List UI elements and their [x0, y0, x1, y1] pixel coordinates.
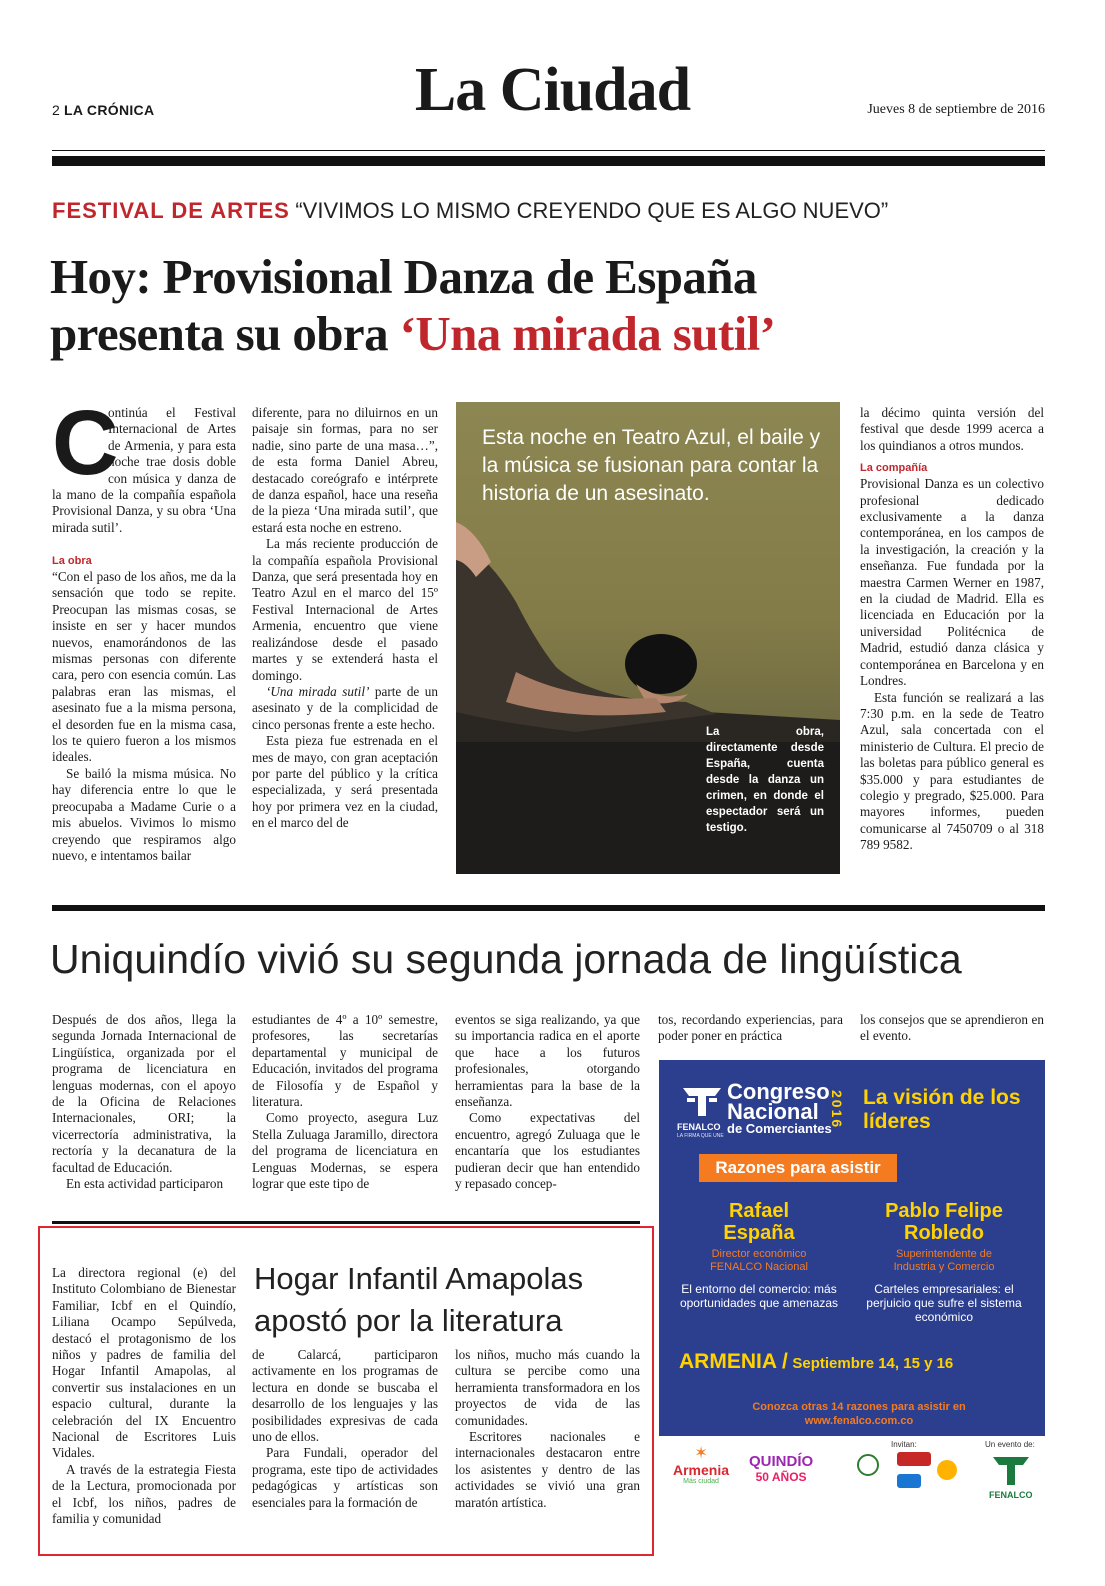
- story1-col4-p2: Provisional Danza es un colectivo profesional dedicado exclusivamente a la danza contemporánea, en los campos de la investigación, la creación y la enseñanza. Fue fundada por la maestra Carmen Werner en 1987, en la ciudad de Madrid. Ella es licenciada en Educación por la universidad Politécnica de Madrid, estudió danza clásica y contemporánea en Barcelona y en Londres.: [860, 476, 1044, 689]
- story1-col1-p2: Se bailó la misma música. No hay diferencia entre lo que le preocupaba a Madame Curie o a mis abuelos. Vivimos lo mismo creyendo que respiramos algo nuevo, e intentamos bailar: [52, 765, 236, 863]
- story1-bottom-rule: [52, 905, 1045, 911]
- story3-col1: [52, 1265, 236, 1528]
- story2-col3: [455, 1012, 640, 1192]
- fenalco-footer-logo-icon: [991, 1454, 1031, 1490]
- ad-speaker2-name: Pablo Felipe Robledo: [885, 1200, 1003, 1244]
- story3-headline-line2: apostó por la literatura: [254, 1303, 563, 1338]
- ad-speaker1-name: Rafael España: [723, 1200, 795, 1244]
- ad-invitan: Invitan:: [891, 1440, 917, 1449]
- ad-sponsors: [659, 1436, 1045, 1508]
- header-rule-thin: [52, 150, 1045, 151]
- story3-headline-line1: Hogar Infantil Amapolas: [254, 1261, 584, 1296]
- story1-headline: [50, 248, 775, 362]
- logo-armenia-sub: Más ciudad: [683, 1478, 719, 1485]
- sponsor-logo-4-icon: [937, 1460, 957, 1480]
- story1-kicker: FESTIVAL DE ARTES: [52, 198, 290, 223]
- photo-caption: La obra, directamente desde España, cuenta desde la danza un crimen, en donde el espectador será un testigo.: [706, 726, 824, 834]
- story1-kicker-line: [52, 198, 888, 224]
- armenia-logo-icon: ✶: [694, 1445, 708, 1462]
- ad-title-l3: de Comerciantes: [727, 1121, 832, 1136]
- ad-evento-de: Un evento de:: [985, 1440, 1035, 1449]
- ad-speaker1-role: Director económico FENALCO Nacional: [710, 1248, 808, 1273]
- logo-quindio-sub: 50 AÑOS: [755, 1470, 807, 1484]
- armenia-logo: [673, 1446, 729, 1485]
- sponsor-logo-3-icon: [897, 1474, 921, 1488]
- story1-photo: [456, 402, 840, 874]
- story1-col2-p1: diferente, para no diluirnos en un paisaje sin formas, para no ser nadie, sino parte de una masa…”, de esta forma Daniel Abreu, destacado coreógrafo e intérprete de danza español, hace una reseña de la pieza ‘Una mirada sutil’, que estará esta noche en estreno.: [252, 405, 438, 535]
- story3-col3-p1: los niños, mucho más cuando la cultura se percibe como una herramienta transformadora en los proyectos de vida de las comunidades.: [455, 1347, 640, 1428]
- ad-speaker1: [665, 1200, 853, 1310]
- ad-city: ARMENIA /: [679, 1350, 788, 1373]
- ad-year: 2016: [829, 1090, 845, 1130]
- story2-col1-p1: Después de dos años, llega la segunda Jornada Internacional de Lingüística, organizada por el programa de licenciatura en lenguas modernas, con el apoyo de la Oficina de Relaciones Internacionales, ORI; la vicerrectoría administrativa, la rectoría y la decanatura de la facultad de Educación.: [52, 1012, 236, 1175]
- ad-speaker2: [849, 1200, 1039, 1324]
- fenalco-footer-brand: FENALCO: [989, 1490, 1033, 1500]
- ad-brand: FENALCO: [677, 1122, 721, 1132]
- story3-col2-p1: de Calarcá, participaron activamente en los programas de lectura en donde se buscaba el desarrollo de los lenguajes y las posibilidades expresivas de cada uno de ellos.: [252, 1347, 438, 1445]
- story1-headline-line2-a: presenta su obra: [50, 306, 400, 361]
- ad-speaker2-role: Superintendente de Industria y Comercio: [893, 1248, 995, 1273]
- quindio-logo: [749, 1454, 813, 1484]
- story1-headline-line2-b: ‘Una mirada sutil’: [399, 306, 776, 361]
- story2-col1-p2: En esta actividad participaron: [66, 1176, 224, 1192]
- ad-brand-tag: LA FIRMA QUE UNE: [677, 1133, 724, 1139]
- paper-name: LA CRÓNICA: [64, 102, 155, 118]
- ad-speaker1-topic: El entorno del comercio: más oportunidades que amenazas: [679, 1282, 839, 1310]
- story2-col5: [860, 1012, 1044, 1045]
- story3-top-rule: [52, 1221, 640, 1224]
- header-date: Jueves 8 de septiembre de 2016: [867, 102, 1045, 117]
- story1-col2-p3: [252, 684, 438, 733]
- logo-quindio-text: QUINDÍO: [749, 1453, 814, 1470]
- story2-col3-p1: eventos se siga realizando, ya que su importancia radica en el aporte que hace a los futuros profesionales, otorgando herramientas para la base de la enseñanza.: [455, 1012, 640, 1110]
- story3-headline: [254, 1258, 583, 1342]
- logo-armenia-text: Armenia: [673, 1462, 730, 1478]
- story1-col2-p3-text: parte de un asesinato y de la complicidad de cinco personas frente a este hecho.: [252, 683, 438, 732]
- story3-col1-p1: La directora regional (e) del Instituto Colombiano de Bienestar Familiar, Icbf en el Quindío, Liliana Ocampo Sepúlveda, destacó el protagonismo de los niños y padres de familia del Hogar Infantil Amapolas, al convertir sus instalaciones en un espacio cultural, durante la celebración del IX Encuentro Nacional de Escritores Luis Vidales.: [52, 1265, 236, 1461]
- ad-title: [727, 1079, 832, 1136]
- ad-speaker2-topic: Carteles empresariales: el perjuicio que sufre el sistema económico: [866, 1282, 1022, 1324]
- story1-sub-obra: La obra: [52, 555, 92, 567]
- ad-slogan: La visión de los líderes: [863, 1086, 1021, 1133]
- header-rule-thick: [52, 156, 1045, 166]
- story2-col3-p2: Como expectativas del encuentro, agregó Zuluaga que le encantaría que los estudiantes pudieran decir que han entendido y repasado concep-: [455, 1110, 640, 1192]
- story1-col4: [860, 405, 1044, 880]
- section-title: La Ciudad: [414, 56, 691, 124]
- story2-col2-p2: Como proyecto, asegura Luz Stella Zuluaga Jaramillo, directora del programa de licenciatura en Lenguas Modernas, se espera lograr que este tipo de: [252, 1110, 438, 1192]
- page-number: 2: [52, 102, 60, 118]
- sponsor-logo-2-icon: [897, 1452, 931, 1466]
- story1-intro: ontinúa el Festival Internacional de Artes de Armenia, y para esta noche trae dosis doble con música y danza de la mano de la compañía española Provisional Danza, y su obra ‘Una mirada sutil’.: [52, 405, 236, 535]
- story3-col1-p2: A través de la estrategia Fiesta de la Lectura, promocionada por el Icbf, los niños, padres de familia y comunidad: [52, 1461, 236, 1527]
- story2-col4: [658, 1012, 843, 1045]
- story1-dropcap: C: [52, 405, 119, 494]
- ad-dates: Septiembre 14, 15 y 16: [792, 1355, 954, 1372]
- story2-col4-p1: tos, recordando experiencias, para poder poner en práctica: [658, 1012, 843, 1044]
- story1-col2: [252, 405, 438, 875]
- story1-col4-p3: Esta función se realizará a las 7:30 p.m. en la sede de Teatro Azul, sala concertada con el ministerio de Cultura. El precio de las boletas para público general es $35.000 y para estudiantes de colegio y pregrado, $25.000. Para mayores informes, pueden comunicarse al 7450709 o al 318 789 9582.: [860, 689, 1044, 853]
- story1-col2-p4: Esta pieza fue estrenada en el mes de mayo, con gran aceptación por parte del público y la crítica especializada, y será presentada hoy por primera vez en la ciudad, en el marco del de: [252, 733, 438, 831]
- story1-col1: [52, 405, 236, 875]
- story1-col2-p2: La más reciente producción de la compañía española Provisional Danza, que será presentada hoy en Teatro Azul en el marco del 15º Festival Internacional de Artes Armenia, encuentro que viene realizándose desde el pasado martes y se extenderá hasta el domingo.: [252, 536, 438, 683]
- story2-col2: [252, 1012, 438, 1192]
- photo-overlay-text: Esta noche en Teatro Azul, el baile y la música se fusionan para contar la historia de un asesinato.: [482, 426, 821, 505]
- story1-col1-p1: “Con el paso de los años, me da la sensación que todo se repite. Preocupan las mismas cosas, se insiste en ser y hacer mundos nuevos, enamorándonos de las mismas personas con diferente cara, pero con esencia común. Las palabras eran las mismas, el asesinato fue a la misma persona, el desorden fue en la misma casa, los te quiero fueron a los mismos ideales.: [52, 569, 236, 765]
- story1-col4-p1: la décimo quinta versión del festival que desde 1999 acerca a los quindianos a otros mundos.: [860, 405, 1044, 453]
- story1-kicker-quote: “VIVIMOS LO MISMO CREYENDO QUE ES ALGO NUEVO”: [295, 198, 889, 223]
- ad-footer[interactable]: Conozca otras 14 razones para asistir en www.fenalco.com.co: [752, 1401, 966, 1427]
- ad-city-line: [679, 1350, 953, 1374]
- sponsor-logo-1-icon: [857, 1454, 879, 1476]
- fenalco-logo-icon: [681, 1084, 723, 1120]
- fenalco-ad[interactable]: [659, 1060, 1045, 1436]
- ad-banner: Razones para asistir: [699, 1154, 897, 1182]
- story1-sub-compania: La compañía: [860, 462, 928, 475]
- story2-col5-p1: los consejos que se aprendieron en el evento.: [860, 1012, 1044, 1044]
- ad-title-l1: Congreso: [727, 1079, 830, 1104]
- story1-headline-line2: [50, 305, 775, 362]
- story1-col2-p3-em: ‘Una mirada sutil’: [266, 683, 370, 699]
- story2-headline: Uniquindío vivió su segunda jornada de lingüística: [50, 936, 962, 982]
- story3-col3-p2: Escritores nacionales e internacionales destacaron entre los asistentes y dentro de las actividades se vivió una gran maratón artística.: [455, 1429, 640, 1510]
- story1-headline-line1: Hoy: Provisional Danza de España: [50, 249, 757, 304]
- story3-col2-p2: Para Fundali, operador del programa, este tipo de actividades pedagógicas y artísticas son esenciales para la formación de: [252, 1445, 438, 1510]
- story3-col2: [252, 1347, 438, 1511]
- story2-col2-p1: estudiantes de 4º a 10º semestre, profesores, las secretarías departamental y municipal de Educación, invitados del programa de Filosofía y de Español y literatura.: [252, 1012, 438, 1110]
- ad-title-l2: Nacional: [727, 1099, 819, 1124]
- story3-col3: [455, 1347, 640, 1511]
- story2-col1: [52, 1012, 236, 1192]
